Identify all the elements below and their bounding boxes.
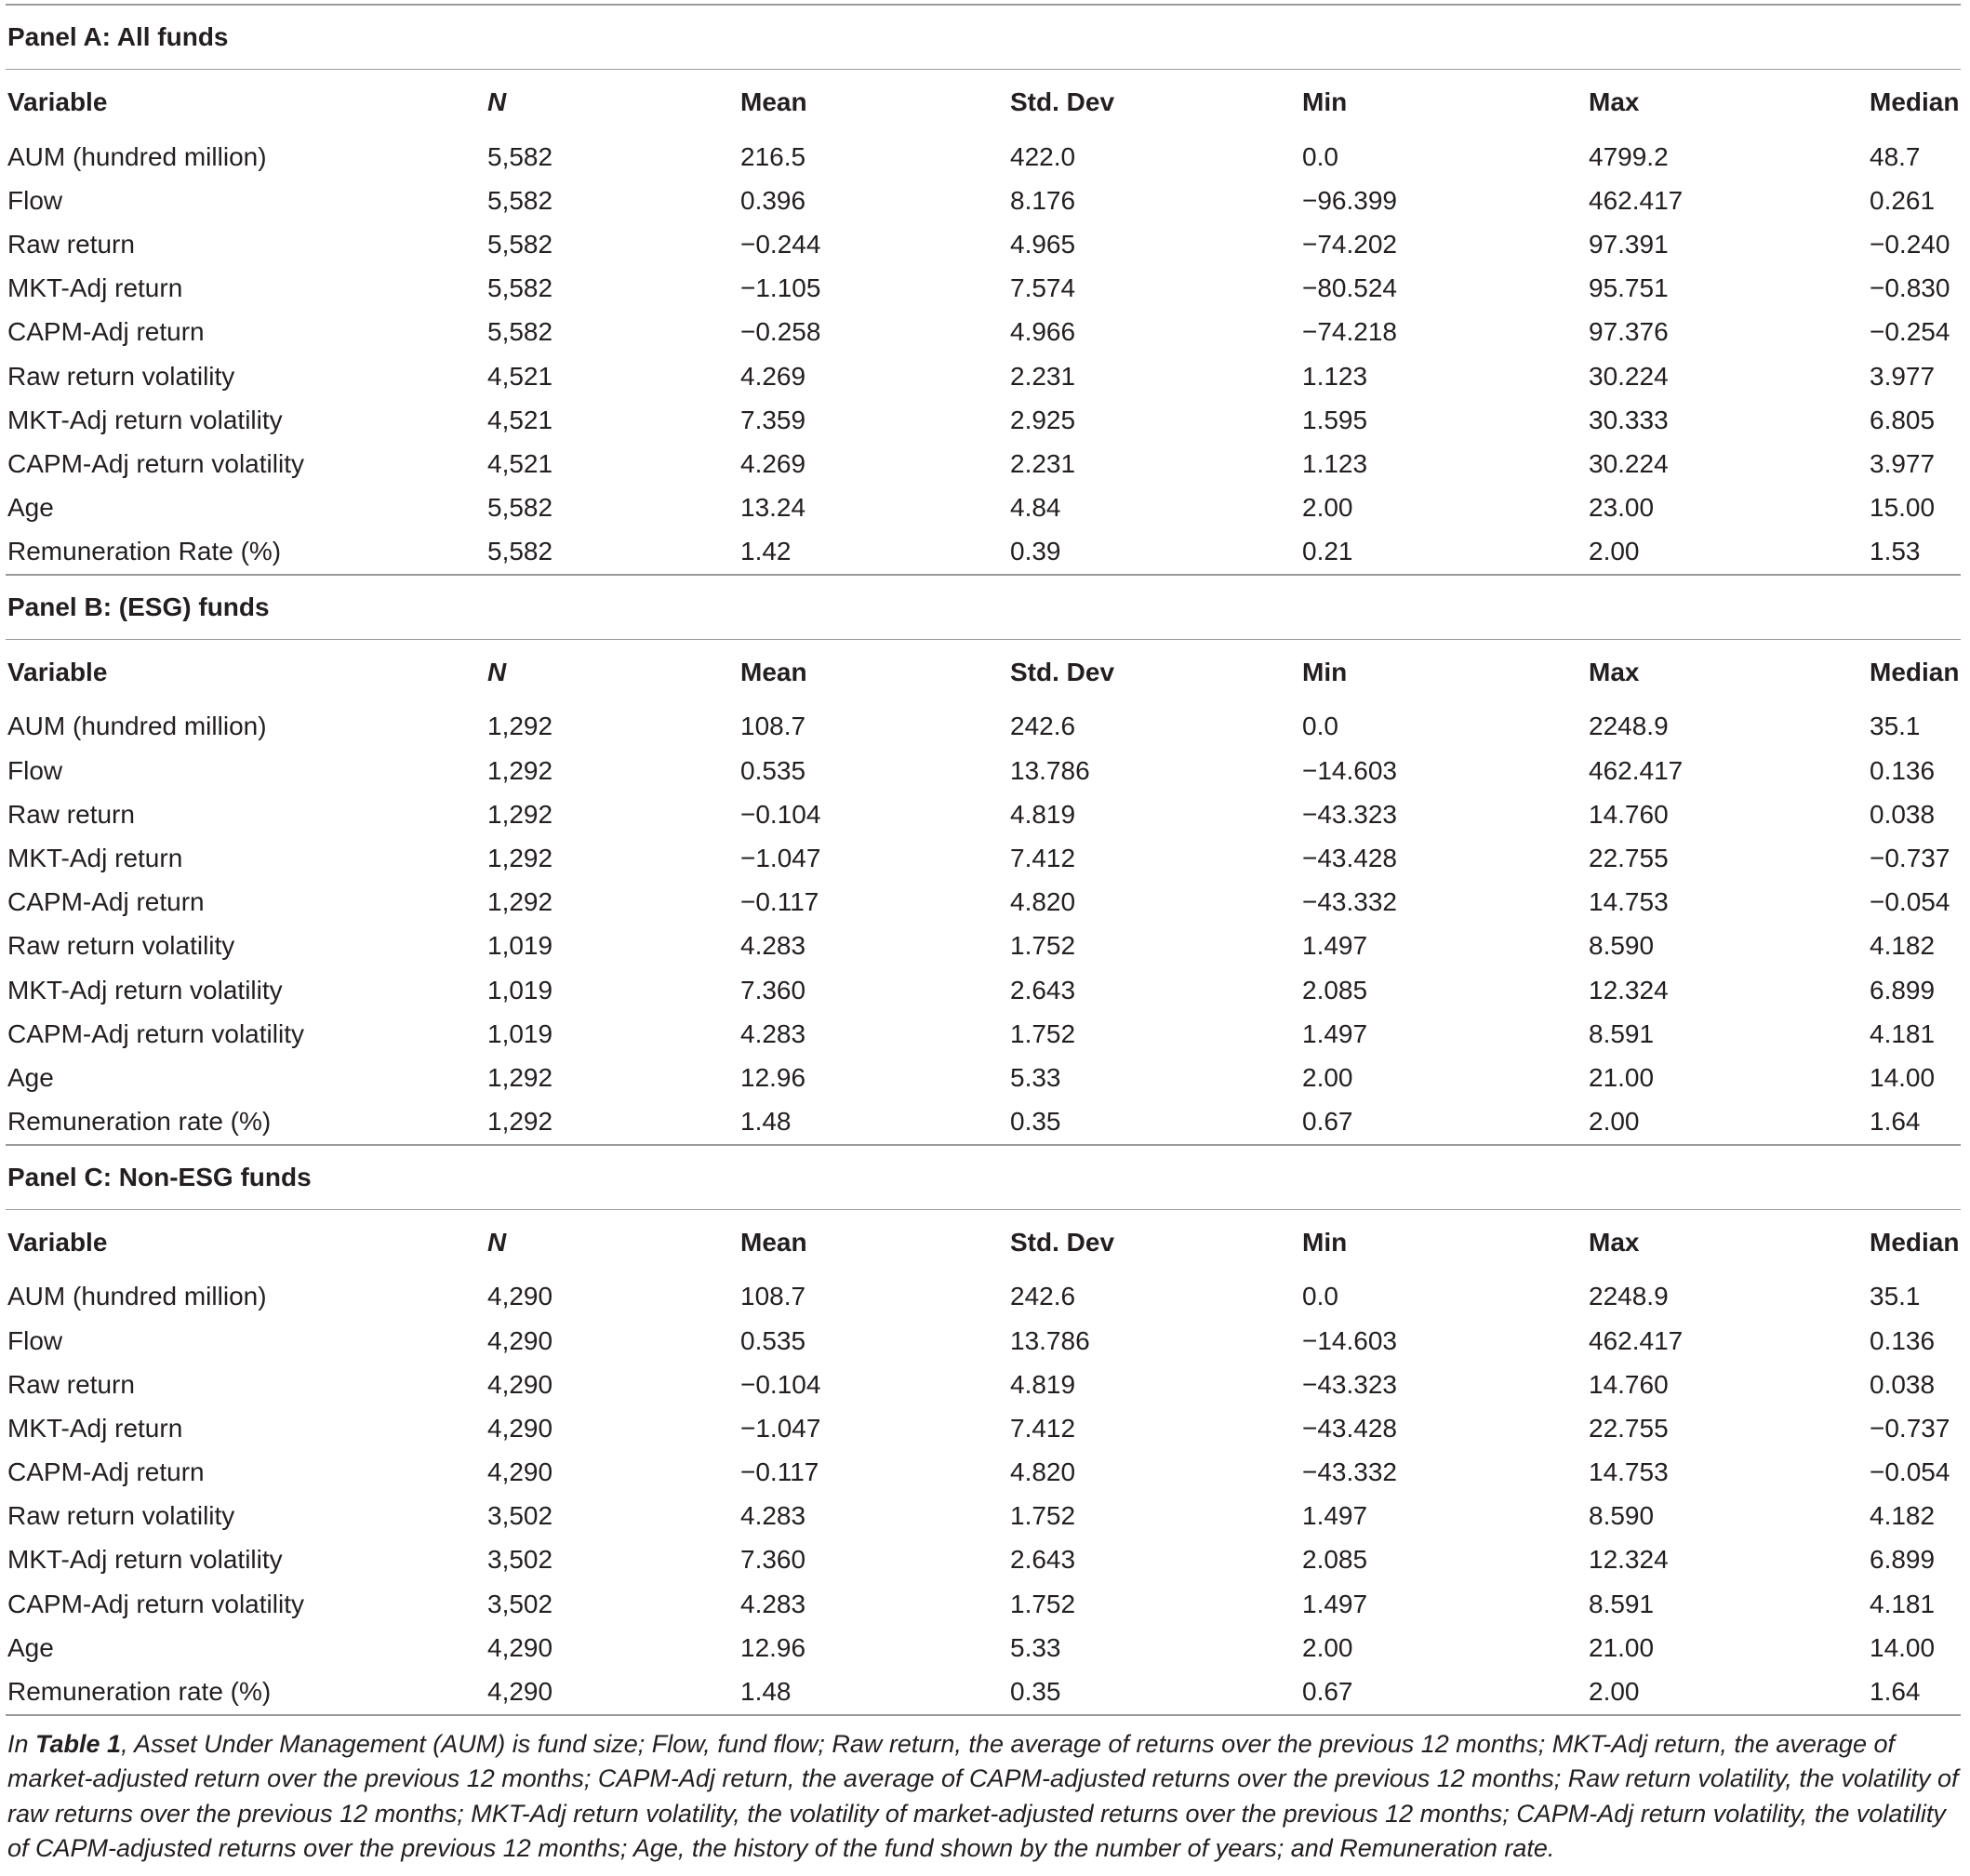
value-cell: 242.6	[1010, 712, 1076, 741]
value-cell: 0.136	[1870, 1325, 1936, 1355]
value-cell: 0.535	[740, 1325, 806, 1355]
value-cell: 5,582	[487, 317, 553, 347]
value-cell: 462.417	[1589, 1325, 1684, 1355]
variable-cell: CAPM-Adj return volatility	[7, 1589, 304, 1618]
value-cell: 1.48	[740, 1107, 792, 1137]
variable-cell: Raw return volatility	[7, 1501, 235, 1531]
value-cell: 35.1	[1870, 712, 1921, 741]
value-cell: 1.53	[1870, 537, 1921, 566]
value-cell: 2.00	[1589, 1677, 1640, 1707]
table-row	[6, 442, 1961, 486]
value-cell: 2.085	[1302, 975, 1368, 1005]
value-cell: −14.603	[1302, 1325, 1397, 1355]
value-cell: 1.595	[1302, 405, 1368, 434]
value-cell: 7.360	[740, 1545, 806, 1575]
table-row	[6, 1319, 1961, 1363]
value-cell: −14.603	[1302, 755, 1397, 785]
value-cell: −0.117	[740, 1457, 819, 1487]
value-cell: 7.360	[740, 975, 806, 1005]
variable-cell: MKT-Adj return	[7, 844, 183, 873]
value-cell: 3.977	[1870, 361, 1936, 391]
table-row	[6, 530, 1961, 574]
value-cell: 21.00	[1589, 1062, 1655, 1092]
table-row	[6, 1056, 1961, 1099]
column-header: Variable	[7, 657, 108, 686]
value-cell: 462.417	[1589, 755, 1684, 785]
value-cell: −0.054	[1870, 1457, 1950, 1487]
value-cell: 242.6	[1010, 1282, 1076, 1311]
value-cell: 1.497	[1302, 931, 1368, 961]
value-cell: −80.524	[1302, 273, 1397, 303]
value-cell: 0.0	[1302, 1282, 1338, 1311]
variable-cell: MKT-Adj return volatility	[7, 405, 283, 434]
value-cell: 4,290	[487, 1457, 553, 1487]
value-cell: 12.96	[740, 1062, 806, 1092]
value-cell: 4.181	[1870, 1018, 1936, 1048]
variable-cell: MKT-Adj return volatility	[7, 975, 283, 1005]
column-header: Median	[1870, 1227, 1960, 1257]
table-row	[6, 179, 1961, 222]
value-cell: 0.39	[1010, 537, 1061, 566]
value-cell: 30.224	[1589, 448, 1669, 478]
value-cell: 13.24	[740, 493, 806, 523]
value-cell: 4,290	[487, 1677, 553, 1707]
value-cell: 8.590	[1589, 1501, 1655, 1531]
value-cell: 7.412	[1010, 844, 1076, 873]
value-cell: 1,019	[487, 1018, 553, 1048]
value-cell: 4.819	[1010, 1369, 1076, 1399]
value-cell: 4,290	[487, 1282, 553, 1311]
value-cell: 1,019	[487, 975, 553, 1005]
value-cell: 462.417	[1589, 185, 1684, 215]
table-header-row	[6, 70, 1961, 135]
value-cell: 4,521	[487, 448, 553, 478]
value-cell: 1,292	[487, 712, 553, 741]
variable-cell: Age	[7, 1632, 54, 1662]
value-cell: 6.899	[1870, 975, 1936, 1005]
value-cell: 1.123	[1302, 361, 1368, 391]
value-cell: 4.820	[1010, 887, 1076, 917]
table-row	[6, 836, 1961, 880]
value-cell: 2.925	[1010, 405, 1076, 434]
value-cell: 4,290	[487, 1413, 553, 1443]
table-row	[6, 792, 1961, 836]
value-cell: 3,502	[487, 1545, 553, 1575]
value-cell: 8.591	[1589, 1589, 1655, 1618]
variable-cell: Raw return	[7, 1369, 135, 1399]
value-cell: −0.254	[1870, 317, 1950, 347]
value-cell: 12.324	[1589, 1545, 1669, 1575]
value-cell: −74.218	[1302, 317, 1397, 347]
value-cell: 5,582	[487, 185, 553, 215]
value-cell: 2.231	[1010, 448, 1076, 478]
table-row	[6, 222, 1961, 266]
value-cell: 1,292	[487, 755, 553, 785]
value-cell: 13.786	[1010, 1325, 1090, 1355]
variable-cell: CAPM-Adj return	[7, 317, 205, 347]
value-cell: 0.21	[1302, 537, 1353, 566]
value-cell: 4,290	[487, 1632, 553, 1662]
table-caption	[6, 1716, 1961, 1867]
value-cell: 4.965	[1010, 229, 1076, 259]
value-cell: 4.182	[1870, 1501, 1936, 1531]
value-cell: 0.35	[1010, 1677, 1061, 1707]
value-cell: 2.085	[1302, 1545, 1368, 1575]
value-cell: 30.224	[1589, 361, 1669, 391]
column-header: Std. Dev	[1010, 87, 1115, 116]
value-cell: 30.333	[1589, 405, 1669, 434]
value-cell: 5.33	[1010, 1062, 1061, 1092]
table-row	[6, 354, 1961, 398]
value-cell: −43.428	[1302, 844, 1397, 873]
table-row	[6, 925, 1961, 968]
value-cell: 22.755	[1589, 1413, 1669, 1443]
column-header: N	[487, 657, 507, 686]
caption-prefix: In	[7, 1729, 36, 1758]
value-cell: 5,582	[487, 493, 553, 523]
value-cell: 4,290	[487, 1369, 553, 1399]
value-cell: 1.42	[740, 537, 792, 566]
value-cell: 0.261	[1870, 185, 1936, 215]
value-cell: −1.105	[740, 273, 821, 303]
panels-container	[6, 6, 1961, 1714]
value-cell: 7.359	[740, 405, 806, 434]
value-cell: 14.760	[1589, 799, 1669, 829]
column-header: Variable	[7, 1227, 108, 1257]
column-header: Min	[1302, 87, 1348, 116]
value-cell: 108.7	[740, 712, 806, 741]
value-cell: 6.805	[1870, 405, 1936, 434]
value-cell: 0.136	[1870, 755, 1936, 785]
value-cell: 21.00	[1589, 1632, 1655, 1662]
variable-cell: Remuneration Rate (%)	[7, 537, 282, 566]
variable-cell: MKT-Adj return	[7, 1413, 183, 1443]
column-header: Min	[1302, 657, 1348, 686]
variable-cell: Age	[7, 1062, 54, 1092]
stats-table	[6, 1210, 1961, 1714]
value-cell: 1.752	[1010, 1589, 1076, 1618]
column-header: Max	[1589, 1227, 1640, 1257]
value-cell: 4.283	[740, 931, 806, 961]
value-cell: 7.412	[1010, 1413, 1076, 1443]
value-cell: −1.047	[740, 1413, 821, 1443]
value-cell: −0.258	[740, 317, 821, 347]
table-header-row	[6, 640, 1961, 705]
variable-cell: Flow	[7, 1325, 63, 1355]
table-row	[6, 1582, 1961, 1626]
value-cell: −0.244	[740, 229, 821, 259]
table-row	[6, 705, 1961, 749]
value-cell: 4.819	[1010, 799, 1076, 829]
value-cell: 1.48	[740, 1677, 792, 1707]
value-cell: 4.269	[740, 448, 806, 478]
column-header: Min	[1302, 1227, 1348, 1257]
column-header: Mean	[740, 87, 807, 116]
value-cell: 3,502	[487, 1501, 553, 1531]
column-header: N	[487, 87, 507, 116]
value-cell: 1,292	[487, 799, 553, 829]
table-row	[6, 486, 1961, 530]
variable-cell: Flow	[7, 755, 63, 785]
value-cell: −43.332	[1302, 887, 1397, 917]
panel-title: Panel A: All funds	[7, 22, 229, 51]
value-cell: 2.643	[1010, 1545, 1076, 1575]
value-cell: 4.820	[1010, 1457, 1076, 1487]
value-cell: 6.899	[1870, 1545, 1936, 1575]
value-cell: 22.755	[1589, 844, 1669, 873]
value-cell: 4.283	[740, 1501, 806, 1531]
variable-cell: Remuneration rate (%)	[7, 1107, 272, 1137]
table-row	[6, 1495, 1961, 1538]
value-cell: 4.182	[1870, 931, 1936, 961]
variable-cell: Age	[7, 493, 54, 523]
value-cell: 1,292	[487, 1107, 553, 1137]
value-cell: 95.751	[1589, 273, 1669, 303]
variable-cell: Raw return volatility	[7, 361, 235, 391]
value-cell: 14.753	[1589, 1457, 1669, 1487]
table-row	[6, 749, 1961, 792]
table-row	[6, 398, 1961, 442]
value-cell: 1.64	[1870, 1677, 1921, 1707]
value-cell: 23.00	[1589, 493, 1655, 523]
variable-cell: AUM (hundred million)	[7, 141, 267, 171]
variable-cell: CAPM-Adj return	[7, 887, 205, 917]
value-cell: −43.332	[1302, 1457, 1397, 1487]
column-header: Mean	[740, 1227, 807, 1257]
value-cell: 5,582	[487, 229, 553, 259]
value-cell: 1.752	[1010, 931, 1076, 961]
value-cell: 1,292	[487, 844, 553, 873]
value-cell: 3.977	[1870, 448, 1936, 478]
column-header: Median	[1870, 657, 1960, 686]
column-header: N	[487, 1227, 507, 1257]
value-cell: 14.753	[1589, 887, 1669, 917]
value-cell: 2.643	[1010, 975, 1076, 1005]
value-cell: 2.00	[1302, 1632, 1353, 1662]
value-cell: −0.737	[1870, 844, 1950, 873]
variable-cell: CAPM-Adj return volatility	[7, 448, 304, 478]
value-cell: 15.00	[1870, 493, 1936, 523]
variable-cell: AUM (hundred million)	[7, 712, 267, 741]
value-cell: 0.67	[1302, 1677, 1353, 1707]
value-cell: 2.231	[1010, 361, 1076, 391]
value-cell: 8.590	[1589, 931, 1655, 961]
value-cell: −43.323	[1302, 1369, 1397, 1399]
value-cell: 1.497	[1302, 1501, 1368, 1531]
variable-cell: MKT-Adj return volatility	[7, 1545, 283, 1575]
value-cell: 12.324	[1589, 975, 1669, 1005]
value-cell: 7.574	[1010, 273, 1076, 303]
value-cell: −0.737	[1870, 1413, 1950, 1443]
value-cell: −43.323	[1302, 799, 1397, 829]
table-row	[6, 311, 1961, 354]
column-header: Std. Dev	[1010, 657, 1115, 686]
value-cell: −0.104	[740, 1369, 821, 1399]
value-cell: 12.96	[740, 1632, 806, 1662]
caption-text: , Asset Under Management (AUM) is fund size; Flow, fund flow; Raw return, the average of returns over the previous 12 months; MKT-Adj return, the average of market-adjusted return over the previous 12 months; CAPM-Adj return, the average of CAPM-adjusted returns over the previous 12 months; Raw return volatility, the volatility of raw returns over the previous 12 months; MKT-Adj return volatility, the volatility of market-adjusted returns over the previous 12 months; CAPM-Adj return volatility, the volatility of CAPM-adjusted returns over the previous 12 months; Age, the history of the fund shown by the number of years; and Remuneration rate.	[7, 1729, 1959, 1863]
value-cell: 2.00	[1589, 537, 1640, 566]
value-cell: 97.376	[1589, 317, 1669, 347]
value-cell: 4,521	[487, 361, 553, 391]
value-cell: 14.760	[1589, 1369, 1669, 1399]
value-cell: 4.181	[1870, 1589, 1936, 1618]
table-row	[6, 1406, 1961, 1450]
value-cell: −43.428	[1302, 1413, 1397, 1443]
value-cell: 14.00	[1870, 1632, 1936, 1662]
value-cell: 2248.9	[1589, 1282, 1669, 1311]
value-cell: 4,290	[487, 1325, 553, 1355]
panel-title: Panel C: Non-ESG funds	[7, 1162, 312, 1191]
value-cell: 5.33	[1010, 1632, 1061, 1662]
variable-cell: Raw return	[7, 799, 135, 829]
value-cell: 0.67	[1302, 1107, 1353, 1137]
value-cell: 1.497	[1302, 1018, 1368, 1048]
variable-cell: Raw return	[7, 229, 135, 259]
table-row	[6, 1451, 1961, 1495]
variable-cell: AUM (hundred million)	[7, 1282, 267, 1311]
column-header: Median	[1870, 87, 1960, 116]
value-cell: 5,582	[487, 273, 553, 303]
variable-cell: CAPM-Adj return	[7, 1457, 205, 1487]
value-cell: 5,582	[487, 537, 553, 566]
value-cell: 1.752	[1010, 1501, 1076, 1531]
table-row	[6, 1363, 1961, 1406]
value-cell: 5,582	[487, 141, 553, 171]
value-cell: 1.64	[1870, 1107, 1921, 1137]
value-cell: 2.00	[1302, 1062, 1353, 1092]
value-cell: 0.35	[1010, 1107, 1061, 1137]
value-cell: −0.117	[740, 887, 819, 917]
value-cell: 8.591	[1589, 1018, 1655, 1048]
stats-table	[6, 640, 1961, 1144]
column-header: Max	[1589, 657, 1640, 686]
value-cell: 4.966	[1010, 317, 1076, 347]
table-row	[6, 1538, 1961, 1582]
table-document	[6, 4, 1961, 1867]
value-cell: 2.00	[1589, 1107, 1640, 1137]
value-cell: 1,292	[487, 1062, 553, 1092]
column-header: Std. Dev	[1010, 1227, 1115, 1257]
variable-cell: MKT-Adj return	[7, 273, 183, 303]
value-cell: 4.283	[740, 1589, 806, 1618]
table-row	[6, 1626, 1961, 1670]
value-cell: 2248.9	[1589, 712, 1669, 741]
value-cell: −0.104	[740, 799, 821, 829]
table-row	[6, 1100, 1961, 1144]
value-cell: 4799.2	[1589, 141, 1669, 171]
value-cell: 1,292	[487, 887, 553, 917]
value-cell: −74.202	[1302, 229, 1397, 259]
table-row	[6, 267, 1961, 311]
value-cell: −96.399	[1302, 185, 1397, 215]
variable-cell: Raw return volatility	[7, 931, 235, 961]
value-cell: −0.240	[1870, 229, 1950, 259]
value-cell: 48.7	[1870, 141, 1921, 171]
value-cell: 0.396	[740, 185, 806, 215]
value-cell: 108.7	[740, 1282, 806, 1311]
value-cell: 1.497	[1302, 1589, 1368, 1618]
value-cell: 13.786	[1010, 755, 1090, 785]
variable-cell: CAPM-Adj return volatility	[7, 1018, 304, 1048]
value-cell: 0.0	[1302, 141, 1338, 171]
value-cell: 97.391	[1589, 229, 1669, 259]
value-cell: 35.1	[1870, 1282, 1921, 1311]
value-cell: −0.830	[1870, 273, 1950, 303]
value-cell: −0.054	[1870, 887, 1950, 917]
value-cell: 0.0	[1302, 712, 1338, 741]
value-cell: 216.5	[740, 141, 806, 171]
table-header-row	[6, 1210, 1961, 1275]
column-header: Mean	[740, 657, 807, 686]
panel-title: Panel B: (ESG) funds	[7, 592, 270, 621]
value-cell: 0.535	[740, 755, 806, 785]
value-cell: 0.038	[1870, 1369, 1936, 1399]
value-cell: 4.84	[1010, 493, 1061, 523]
table-row	[6, 135, 1961, 179]
table-row	[6, 968, 1961, 1012]
value-cell: 4,521	[487, 405, 553, 434]
table-row	[6, 1275, 1961, 1319]
value-cell: 4.283	[740, 1018, 806, 1048]
column-header: Max	[1589, 87, 1640, 116]
value-cell: 1.123	[1302, 448, 1368, 478]
value-cell: 0.038	[1870, 799, 1936, 829]
variable-cell: Remuneration rate (%)	[7, 1677, 272, 1707]
value-cell: 1,019	[487, 931, 553, 961]
value-cell: 422.0	[1010, 141, 1076, 171]
value-cell: 3,502	[487, 1589, 553, 1618]
table-row	[6, 1670, 1961, 1713]
value-cell: 1.752	[1010, 1018, 1076, 1048]
caption-table-ref: Table 1	[35, 1729, 122, 1758]
table-row	[6, 881, 1961, 925]
value-cell: 14.00	[1870, 1062, 1936, 1092]
stats-table	[6, 70, 1961, 574]
value-cell: −1.047	[740, 844, 821, 873]
value-cell: 8.176	[1010, 185, 1076, 215]
value-cell: 4.269	[740, 361, 806, 391]
variable-cell: Flow	[7, 185, 63, 215]
table-row	[6, 1012, 1961, 1056]
column-header: Variable	[7, 87, 108, 116]
value-cell: 2.00	[1302, 493, 1353, 523]
